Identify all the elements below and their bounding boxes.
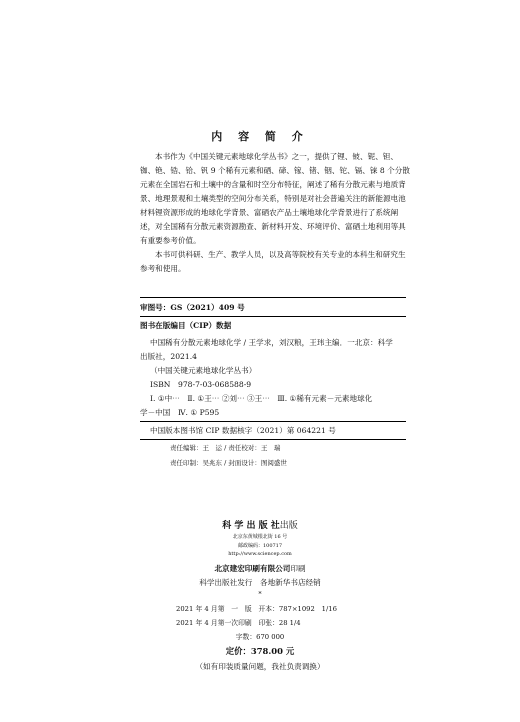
divider [140, 297, 406, 298]
edition-info: 2021 年 4 月第 一 版 开本：787×1092 1/16 [176, 605, 337, 613]
cip-data-number: 中国版本图书馆 CIP 数据核字（2021）第 064221 号 [150, 426, 336, 435]
publisher-postcode: 邮政编码：100717 [237, 543, 283, 549]
page-title: 内 容 简 介 [211, 130, 309, 143]
printer [0, 563, 520, 574]
publisher-name-text: 科 学 出 版 社 [222, 521, 280, 531]
divider [140, 439, 406, 440]
quality-note: （如有印装质量问题，我社负责调换） [195, 662, 325, 671]
distribution: 科学出版社发行 各地新华书店经销 [199, 578, 321, 587]
price: 定价：378.00 元 [225, 646, 295, 656]
printer-suffix: 印刷 [290, 564, 306, 573]
printing-info: 2021 年 4 月第一次印刷 印张：28 1/4 [176, 619, 301, 627]
cip-line: ISBN 978-7-03-068588-9 [150, 380, 252, 389]
cip-heading: 图书在版编目（CIP）数据 [140, 321, 232, 330]
publisher-address: 北京东黄城根北街 16 号 [232, 534, 288, 540]
cip-line: （中国关键元素地球化学丛书） [150, 366, 257, 375]
cip-line: Ⅰ. ①中⋯ Ⅱ. ①王⋯ ②刘⋯ ③王⋯ Ⅲ. ①稀有元素－元素地球化 [150, 394, 373, 403]
divider [140, 421, 406, 422]
publisher-name-suffix: 出版 [279, 521, 298, 531]
publisher-name [0, 518, 520, 531]
printer-name: 北京建宏印刷有限公司 [214, 564, 291, 573]
map-approval-number: 审图号：GS（2021）409 号 [140, 303, 245, 312]
publisher-url: http://www.sciencep.com [228, 551, 292, 557]
word-count: 字数：670 000 [235, 633, 285, 641]
intro-section [140, 150, 410, 276]
cip-record [140, 336, 406, 420]
cip-line: 出版社，2021.4 [140, 352, 197, 361]
intro-paragraph: 本书作为《中国关键元素地球化学丛书》之一，提供了锂、铍、铌、钽、铷、铯、锆、铪、钒 9 个稀有元素和硒、碲、镓、锗、铟、铊、镉、铼 8 个分散元素在全国岩石和土壤中的含量和时空分布特征，阐述了稀有分散元素与地质背景、地理景观和土壤类型的空间分布关系，特别是对社会普遍关注的新能源电池材料锂资源形成的地球化学背景、富硒农产品土壤地球化学背景进行了系统阐述，对全国稀有分散元素资源勘查、新材料开发、环境评价、富硒土地利用等具有重要参考价值。 [140, 152, 410, 245]
intro-paragraph: 本书可供科研、生产、教学人员，以及高等院校有关专业的本科生和研究生参考和使用。 [140, 250, 406, 273]
cip-line: 中国稀有分散元素地球化学 / 王学求，刘汉粮，王玮主编．一北京：科学 [150, 338, 393, 347]
divider [140, 316, 406, 317]
separator-star: * [258, 590, 262, 598]
editor-credits: 责任编辑：王 运 / 责任校对：王 瑞 [170, 444, 281, 452]
print-credits: 责任印制：吴兆东 / 封面设计：图阅盛世 [170, 459, 287, 467]
cip-line: 学－中国 Ⅳ. ① P595 [140, 408, 220, 417]
